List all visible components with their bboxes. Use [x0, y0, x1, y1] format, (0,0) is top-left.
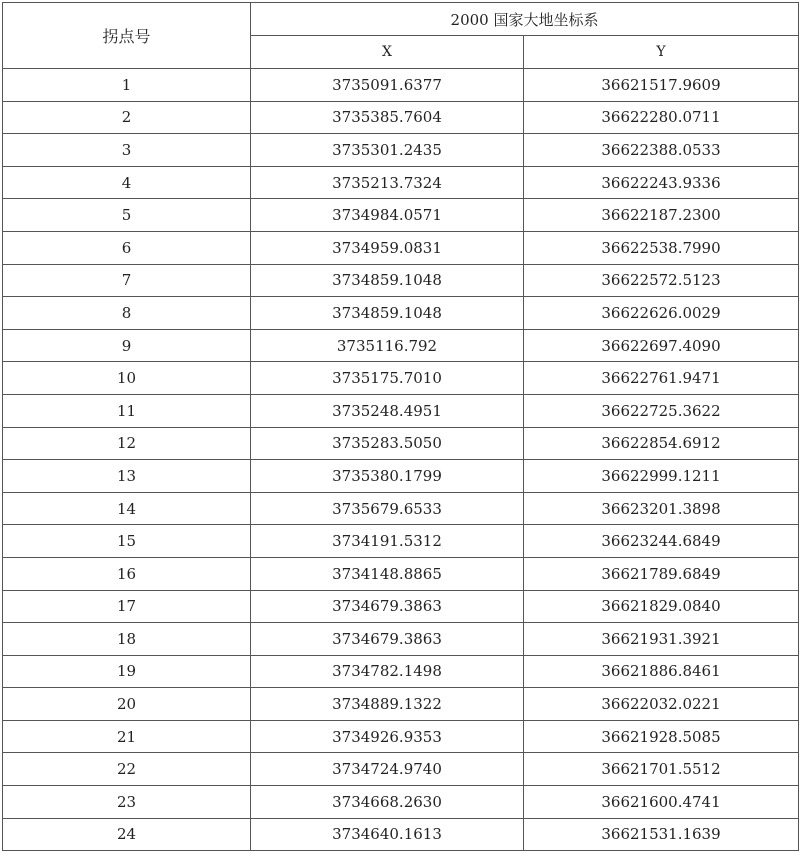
coordinate-table-container	[2, 2, 798, 851]
y-coordinate-cell: 36621701.5512	[524, 753, 799, 786]
x-coordinate-cell: 3734640.1613	[251, 818, 524, 851]
x-coordinate-cell: 3735248.4951	[251, 394, 524, 427]
point-number-cell: 21	[3, 720, 251, 753]
x-coordinate-cell: 3735116.792	[251, 329, 524, 362]
x-coordinate-cell: 3734191.5312	[251, 525, 524, 558]
table-row	[3, 362, 799, 395]
y-coordinate-cell: 36621517.9609	[524, 69, 799, 102]
coord-system-header: 2000 国家大地坐标系	[251, 3, 799, 36]
table-row	[3, 786, 799, 819]
y-coordinate-cell: 36622280.0711	[524, 101, 799, 134]
point-number-cell: 10	[3, 362, 251, 395]
y-coordinate-cell: 36621789.6849	[524, 557, 799, 590]
y-coordinate-cell: 36621928.5085	[524, 720, 799, 753]
table-row	[3, 655, 799, 688]
point-number-cell: 4	[3, 166, 251, 199]
table-row	[3, 394, 799, 427]
x-coordinate-cell: 3735175.7010	[251, 362, 524, 395]
y-coordinate-cell: 36621931.3921	[524, 623, 799, 656]
table-row	[3, 101, 799, 134]
x-coordinate-cell: 3734782.1498	[251, 655, 524, 688]
table-row	[3, 134, 799, 167]
coordinate-table	[2, 2, 799, 851]
x-coordinate-cell: 3735380.1799	[251, 460, 524, 493]
table-row	[3, 557, 799, 590]
x-coordinate-cell: 3734679.3863	[251, 623, 524, 656]
x-coordinate-cell: 3734859.1048	[251, 264, 524, 297]
y-coordinate-cell: 36622999.1211	[524, 460, 799, 493]
x-coordinate-cell: 3735091.6377	[251, 69, 524, 102]
table-header	[3, 3, 799, 69]
point-number-cell: 9	[3, 329, 251, 362]
table-row	[3, 264, 799, 297]
table-row	[3, 460, 799, 493]
y-coordinate-cell: 36623244.6849	[524, 525, 799, 558]
x-coordinate-cell: 3735283.5050	[251, 427, 524, 460]
x-coordinate-cell: 3734889.1322	[251, 688, 524, 721]
table-row	[3, 818, 799, 851]
y-coordinate-cell: 36621600.4741	[524, 786, 799, 819]
table-row	[3, 688, 799, 721]
point-number-cell: 6	[3, 231, 251, 264]
point-number-cell: 11	[3, 394, 251, 427]
point-number-cell: 2	[3, 101, 251, 134]
x-coordinate-cell: 3734724.9740	[251, 753, 524, 786]
table-row	[3, 753, 799, 786]
point-number-cell: 15	[3, 525, 251, 558]
y-coordinate-cell: 36622725.3622	[524, 394, 799, 427]
y-coordinate-cell: 36622697.4090	[524, 329, 799, 362]
x-coordinate-cell: 3735385.7604	[251, 101, 524, 134]
x-coordinate-cell: 3734859.1048	[251, 297, 524, 330]
y-coordinate-cell: 36622388.0533	[524, 134, 799, 167]
x-coordinate-cell: 3734668.2630	[251, 786, 524, 819]
table-row	[3, 720, 799, 753]
x-coordinate-cell: 3735301.2435	[251, 134, 524, 167]
y-coordinate-cell: 36621886.8461	[524, 655, 799, 688]
point-number-cell: 17	[3, 590, 251, 623]
point-number-cell: 16	[3, 557, 251, 590]
x-coordinate-cell: 3734679.3863	[251, 590, 524, 623]
point-number-cell: 13	[3, 460, 251, 493]
point-number-cell: 23	[3, 786, 251, 819]
point-number-cell: 19	[3, 655, 251, 688]
point-number-cell: 24	[3, 818, 251, 851]
point-number-cell: 12	[3, 427, 251, 460]
y-coordinate-cell: 36622187.2300	[524, 199, 799, 232]
y-coordinate-cell: 36621829.0840	[524, 590, 799, 623]
table-row	[3, 590, 799, 623]
point-number-header: 拐点号	[3, 3, 251, 69]
table-row	[3, 525, 799, 558]
point-number-cell: 1	[3, 69, 251, 102]
y-coordinate-cell: 36622538.7990	[524, 231, 799, 264]
table-row	[3, 199, 799, 232]
y-coordinate-cell: 36621531.1639	[524, 818, 799, 851]
table-body	[3, 69, 799, 851]
point-number-cell: 18	[3, 623, 251, 656]
table-row	[3, 297, 799, 330]
x-coordinate-cell: 3734984.0571	[251, 199, 524, 232]
table-row	[3, 492, 799, 525]
point-number-cell: 7	[3, 264, 251, 297]
point-number-cell: 20	[3, 688, 251, 721]
y-coordinate-cell: 36622854.6912	[524, 427, 799, 460]
header-row-top	[3, 3, 799, 36]
table-row	[3, 623, 799, 656]
point-number-cell: 22	[3, 753, 251, 786]
table-row	[3, 427, 799, 460]
y-column-header: Y	[524, 36, 799, 69]
y-coordinate-cell: 36622032.0221	[524, 688, 799, 721]
table-row	[3, 329, 799, 362]
x-coordinate-cell: 3735679.6533	[251, 492, 524, 525]
x-column-header: X	[251, 36, 524, 69]
table-row	[3, 166, 799, 199]
y-coordinate-cell: 36622572.5123	[524, 264, 799, 297]
point-number-cell: 5	[3, 199, 251, 232]
x-coordinate-cell: 3734148.8865	[251, 557, 524, 590]
table-row	[3, 69, 799, 102]
x-coordinate-cell: 3734926.9353	[251, 720, 524, 753]
point-number-cell: 14	[3, 492, 251, 525]
y-coordinate-cell: 36622243.9336	[524, 166, 799, 199]
y-coordinate-cell: 36622761.9471	[524, 362, 799, 395]
x-coordinate-cell: 3735213.7324	[251, 166, 524, 199]
table-row	[3, 231, 799, 264]
x-coordinate-cell: 3734959.0831	[251, 231, 524, 264]
y-coordinate-cell: 36622626.0029	[524, 297, 799, 330]
y-coordinate-cell: 36623201.3898	[524, 492, 799, 525]
point-number-cell: 3	[3, 134, 251, 167]
point-number-cell: 8	[3, 297, 251, 330]
